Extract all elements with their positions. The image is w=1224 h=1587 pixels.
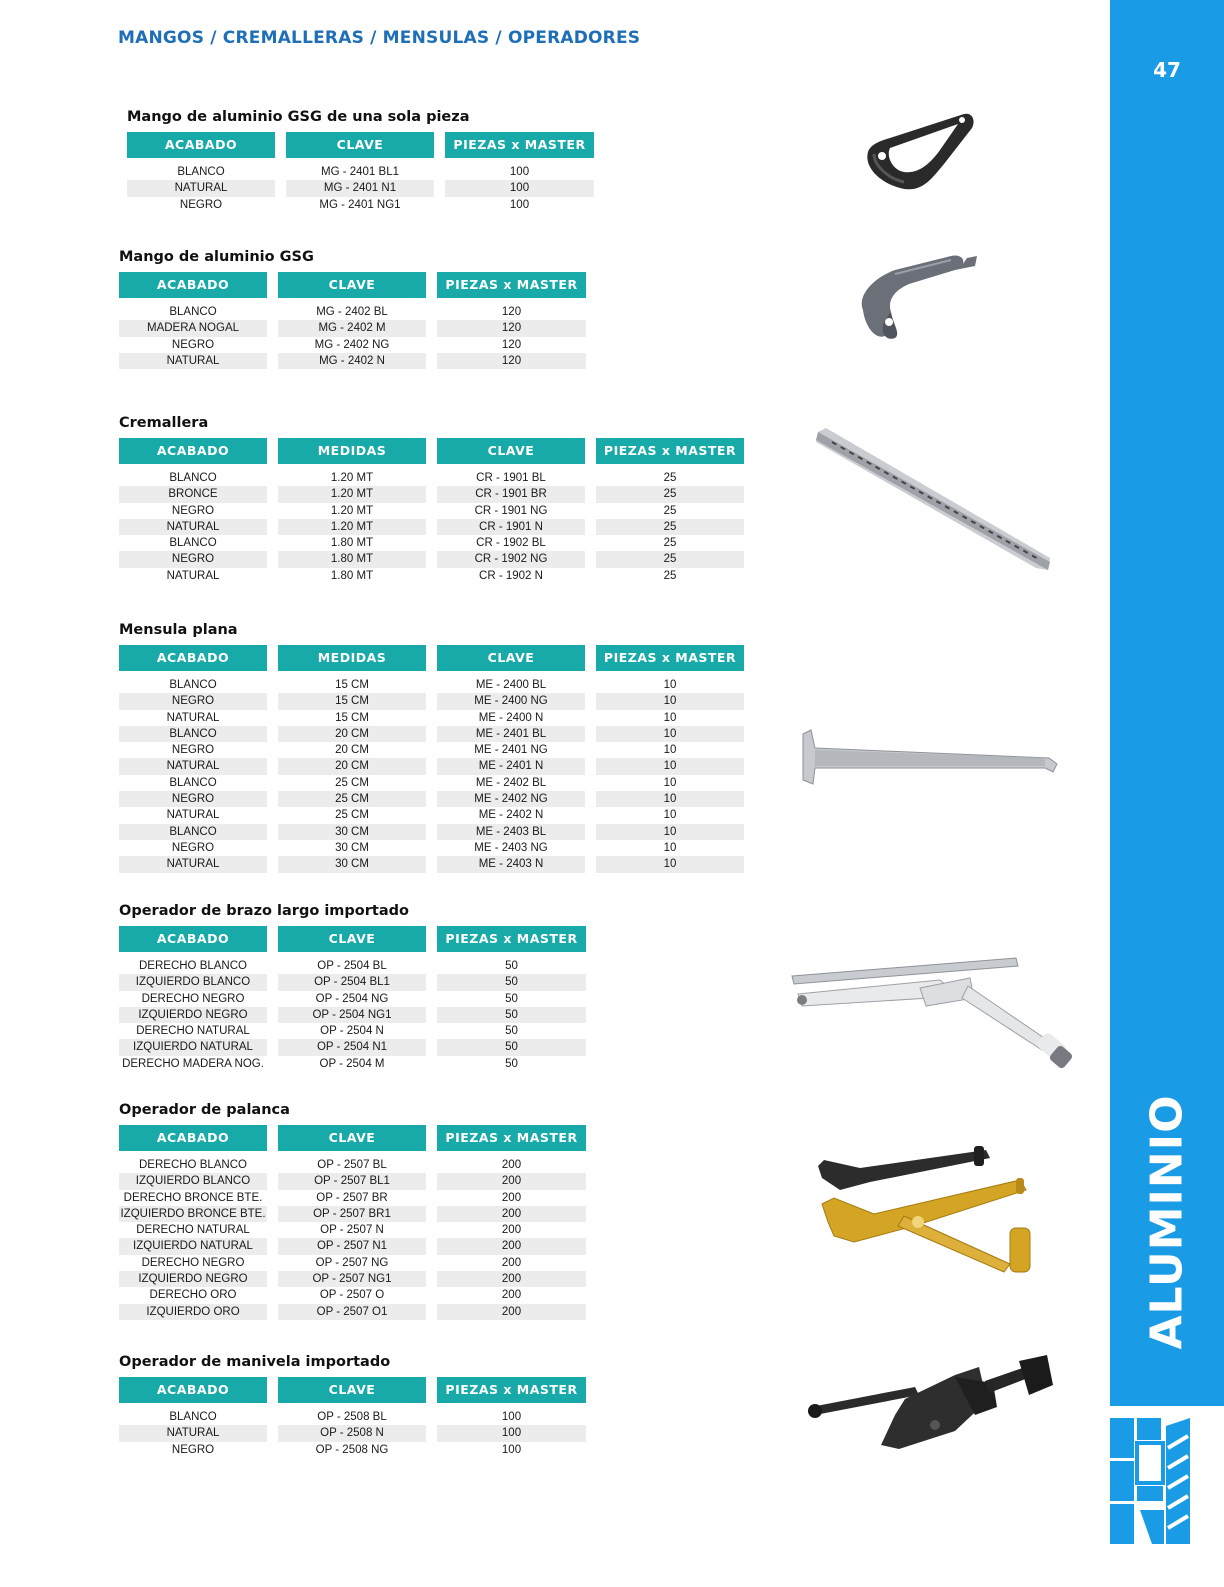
table-cell: 1.20 MT — [278, 486, 426, 502]
table-cell: NEGRO — [171, 1443, 215, 1456]
table-cell: 20 CM — [278, 758, 426, 774]
column-header: PIEZAS x MASTER — [596, 438, 744, 464]
table-cell: ME - 2402 N — [478, 809, 544, 822]
table-cell: IZQUIERDO NEGRO — [119, 1007, 267, 1023]
table-cell: 10 — [663, 776, 677, 789]
table-cell: MG - 2402 N — [278, 353, 426, 369]
section-title: Cremallera — [119, 415, 209, 431]
table-cell: 120 — [437, 353, 586, 369]
table-cell: ME - 2400 NG — [437, 693, 585, 709]
table-cell: 10 — [596, 758, 744, 774]
table-cell: OP - 2504 NG — [315, 992, 389, 1005]
column-header: PIEZAS x MASTER — [437, 272, 586, 298]
table-cell: 25 — [663, 472, 677, 484]
table-cell: DERECHO NATURAL — [136, 1224, 250, 1237]
column-header: PIEZAS x MASTER — [445, 132, 594, 158]
table-cell: NATURAL — [119, 519, 267, 535]
table-cell: 15 CM — [335, 679, 369, 691]
table-cell: 200 — [501, 1224, 522, 1237]
table-cell: ME - 2402 BL — [475, 776, 547, 789]
table-cell: NEGRO — [119, 791, 267, 807]
section-title: Operador de brazo largo importado — [119, 903, 409, 919]
table-cell: NATURAL — [119, 856, 267, 872]
table-cell: 120 — [501, 306, 522, 318]
table-cell: 30 CM — [335, 841, 369, 854]
table-cell: OP - 2504 N — [320, 1025, 384, 1038]
table-cell: IZQUIERDO BLANCO — [119, 974, 267, 990]
product-table — [119, 1125, 586, 1320]
page-header-title: MANGOS / CREMALLERAS / MENSULAS / OPERADORES — [118, 28, 641, 48]
table-cell: BLANCO — [169, 776, 217, 789]
table-cell: 10 — [663, 841, 677, 854]
table-cell: 200 — [437, 1238, 586, 1254]
table-cell: OP - 2504 N1 — [278, 1039, 426, 1055]
table-cell: NATURAL — [119, 1425, 267, 1441]
table-cell: OP - 2507 BR1 — [278, 1206, 426, 1222]
table-cell: CR - 1901 BL — [476, 472, 546, 484]
table-cell: 15 CM — [335, 711, 369, 724]
table-cell: IZQUIERDO BLANCO — [119, 1173, 267, 1189]
section-title: Mango de aluminio GSG — [119, 249, 314, 265]
table-cell: 50 — [505, 992, 518, 1005]
table-cell: 1.80 MT — [278, 551, 426, 567]
table-cell: 1.20 MT — [330, 504, 374, 517]
product-table — [119, 1377, 586, 1458]
table-cell: OP - 2507 N1 — [278, 1238, 426, 1254]
column-header: ACABADO — [119, 1125, 267, 1151]
table-cell: 200 — [501, 1256, 522, 1269]
table-cell: DERECHO NATURAL — [136, 1025, 250, 1038]
table-cell: OP - 2507 NG1 — [278, 1271, 426, 1287]
table-cell: 100 — [445, 180, 594, 196]
table-cell: MG - 2401 NG1 — [319, 198, 401, 211]
table-cell: OP - 2507 NG — [315, 1256, 389, 1269]
table-cell: NEGRO — [119, 693, 267, 709]
table-cell: 30 CM — [278, 856, 426, 872]
table-cell: OP - 2504 BL — [317, 960, 387, 972]
table-cell: DERECHO NEGRO — [141, 1256, 245, 1269]
table-cell: 50 — [505, 1057, 518, 1070]
table-cell: NEGRO — [119, 551, 267, 567]
table-cell: 25 CM — [335, 809, 369, 822]
table-cell: 100 — [437, 1425, 586, 1441]
column-header: PIEZAS x MASTER — [437, 1377, 586, 1403]
table-cell: MG - 2402 M — [278, 320, 426, 336]
table-cell: 25 — [596, 519, 744, 535]
table-cell: 20 CM — [335, 744, 369, 757]
product-table — [127, 132, 594, 213]
crank-operator-black-icon — [805, 1355, 1055, 1451]
product-table — [119, 272, 586, 369]
table-cell: DERECHO BLANCO — [139, 1159, 247, 1171]
table-cell: 10 — [663, 679, 677, 691]
section-title: Mango de aluminio GSG de una sola pieza — [127, 109, 470, 125]
table-cell: OP - 2507 BL1 — [278, 1173, 426, 1189]
table-cell: 25 CM — [335, 776, 369, 789]
table-cell: NEGRO — [171, 744, 215, 757]
table-cell: 1.80 MT — [330, 569, 374, 582]
table-cell: 10 — [596, 824, 744, 840]
table-cell: OP - 2507 BR — [316, 1191, 388, 1204]
table-cell: 10 — [596, 856, 744, 872]
table-cell: DERECHO MADERA NOG. — [122, 1057, 264, 1070]
table-cell: BLANCO — [177, 166, 225, 178]
table-cell: DERECHO BLANCO — [139, 960, 247, 972]
column-header: CLAVE — [278, 1125, 426, 1151]
table-cell: 1.80 MT — [330, 537, 374, 550]
table-cell: 50 — [437, 1007, 586, 1023]
table-cell: NATURAL — [119, 758, 267, 774]
table-cell: CR - 1901 NG — [474, 504, 548, 517]
table-cell: 25 — [663, 569, 677, 582]
table-cell: 100 — [509, 198, 530, 211]
table-cell: NATURAL — [166, 711, 220, 724]
column-header: ACABADO — [119, 1377, 267, 1403]
table-cell: CR - 1902 NG — [437, 551, 585, 567]
table-cell: 10 — [596, 726, 744, 742]
table-cell: 200 — [501, 1159, 522, 1171]
table-cell: OP - 2504 BL1 — [278, 974, 426, 990]
column-header: ACABADO — [119, 438, 267, 464]
table-cell: MG - 2401 N1 — [286, 180, 434, 196]
section-operador-manivela — [119, 1351, 586, 1458]
table-cell: NATURAL — [119, 353, 267, 369]
table-cell: OP - 2508 NG — [315, 1443, 389, 1456]
column-header: PIEZAS x MASTER — [596, 645, 744, 671]
table-cell: 10 — [663, 809, 677, 822]
column-header: CLAVE — [278, 1377, 426, 1403]
section-title: Operador de manivela importado — [119, 1354, 391, 1370]
section-mensula-plana — [119, 619, 744, 873]
table-cell: NEGRO — [171, 504, 215, 517]
column-header: ACABADO — [119, 272, 267, 298]
table-cell: NATURAL — [166, 809, 220, 822]
table-cell: BLANCO — [169, 1411, 217, 1423]
table-cell: CR - 1902 N — [479, 569, 543, 582]
table-cell: 50 — [437, 974, 586, 990]
table-cell: CR - 1901 BR — [437, 486, 585, 502]
table-cell: OP - 2507 BL — [317, 1159, 387, 1171]
table-cell: OP - 2508 N — [278, 1425, 426, 1441]
table-cell: IZQUIERDO NATURAL — [119, 1238, 267, 1254]
table-cell: 25 — [596, 551, 744, 567]
table-cell: NEGRO — [179, 198, 223, 211]
product-table — [119, 438, 744, 584]
table-cell: 1.20 MT — [330, 472, 374, 484]
table-cell: 25 — [663, 537, 677, 550]
table-cell: 200 — [437, 1173, 586, 1189]
table-cell: 200 — [501, 1289, 522, 1302]
table-cell: OP - 2508 BL — [317, 1411, 387, 1423]
table-cell: IZQUIERDO NATURAL — [119, 1039, 267, 1055]
lever-operator-black-gold-icon — [814, 1146, 1036, 1278]
product-table — [119, 645, 744, 873]
table-cell: 120 — [437, 320, 586, 336]
column-header: CLAVE — [286, 132, 434, 158]
table-cell: 200 — [437, 1304, 586, 1320]
table-cell: BLANCO — [169, 472, 217, 484]
table-cell: 100 — [501, 1443, 522, 1456]
column-header: MEDIDAS — [278, 645, 426, 671]
table-cell: OP - 2507 O — [319, 1289, 385, 1302]
table-cell: IZQUIERDO NEGRO — [119, 1271, 267, 1287]
table-cell: BLANCO — [169, 537, 217, 550]
table-cell: NATURAL — [166, 569, 220, 582]
table-cell: OP - 2507 O1 — [278, 1304, 426, 1320]
table-cell: IZQUIERDO ORO — [119, 1304, 267, 1320]
table-cell: MADERA NOGAL — [119, 320, 267, 336]
table-cell: 50 — [505, 1025, 518, 1038]
table-cell: 200 — [437, 1271, 586, 1287]
table-cell: 1.20 MT — [278, 519, 426, 535]
column-header: ACABADO — [119, 645, 267, 671]
column-header: CLAVE — [278, 272, 426, 298]
table-cell: BLANCO — [169, 306, 217, 318]
table-cell: ME - 2401 NG — [474, 744, 548, 757]
table-cell: 25 — [663, 504, 677, 517]
table-cell: OP - 2504 NG1 — [278, 1007, 426, 1023]
brand-logo-icon — [1110, 1418, 1190, 1544]
table-cell: ME - 2400 N — [478, 711, 544, 724]
table-cell: IZQUIERDO BRONCE BTE. — [119, 1206, 267, 1222]
table-cell: 10 — [663, 711, 677, 724]
side-label-aluminio: ALUMINIO — [1141, 1094, 1193, 1350]
column-header: CLAVE — [437, 645, 585, 671]
long-arm-operator-white-icon — [790, 954, 1076, 1068]
handle-gray-hook-icon — [855, 250, 981, 342]
table-cell: ME - 2403 NG — [474, 841, 548, 854]
table-cell: MG - 2402 NG — [314, 338, 390, 351]
table-cell: 10 — [596, 693, 744, 709]
section-operador-brazo-largo — [119, 900, 586, 1072]
section-operador-palanca — [119, 1099, 586, 1320]
table-cell: 50 — [505, 960, 518, 972]
table-cell: 100 — [501, 1411, 522, 1423]
side-bar — [1110, 0, 1224, 1406]
column-header: PIEZAS x MASTER — [437, 926, 586, 952]
table-cell: 25 — [596, 486, 744, 502]
column-header: CLAVE — [278, 926, 426, 952]
table-cell: 15 CM — [278, 693, 426, 709]
table-cell: BLANCO — [119, 824, 267, 840]
table-cell: ME - 2401 N — [437, 758, 585, 774]
table-cell: CR - 1902 BL — [476, 537, 546, 550]
table-cell: OP - 2504 M — [319, 1057, 385, 1070]
table-cell: MG - 2402 BL — [316, 306, 388, 318]
table-cell: NEGRO — [171, 841, 215, 854]
section-cremallera — [119, 412, 744, 584]
table-cell: 20 CM — [278, 726, 426, 742]
table-cell: NATURAL — [127, 180, 275, 196]
column-header: ACABADO — [127, 132, 275, 158]
rack-rail-silver-icon — [812, 428, 1052, 574]
table-cell: ME - 2400 BL — [475, 679, 547, 691]
table-cell: 30 CM — [278, 824, 426, 840]
column-header: CLAVE — [437, 438, 585, 464]
table-cell: 50 — [437, 1039, 586, 1055]
table-cell: BRONCE — [119, 486, 267, 502]
table-cell: 10 — [663, 744, 677, 757]
table-cell: DERECHO NEGRO — [141, 992, 245, 1005]
table-cell: MG - 2401 BL1 — [321, 166, 399, 178]
product-table — [119, 926, 586, 1072]
table-cell: CR - 1901 N — [437, 519, 585, 535]
table-cell: 25 CM — [278, 791, 426, 807]
table-cell: NEGRO — [171, 338, 215, 351]
table-cell: 200 — [501, 1191, 522, 1204]
column-header: ACABADO — [119, 926, 267, 952]
table-cell: BLANCO — [169, 679, 217, 691]
flat-bracket-silver-icon — [795, 728, 1061, 786]
section-mango-una-pieza — [127, 106, 594, 213]
table-cell: ME - 2403 N — [437, 856, 585, 872]
table-cell: 10 — [596, 791, 744, 807]
column-header: PIEZAS x MASTER — [437, 1125, 586, 1151]
table-cell: DERECHO BRONCE BTE. — [123, 1191, 263, 1204]
table-cell: 120 — [501, 338, 522, 351]
page-number: 47 — [1153, 58, 1181, 82]
table-cell: ME - 2401 BL — [437, 726, 585, 742]
section-title: Operador de palanca — [119, 1102, 290, 1118]
table-cell: 200 — [437, 1206, 586, 1222]
handle-one-piece-black-icon — [860, 108, 980, 200]
table-cell: OP - 2507 N — [320, 1224, 384, 1237]
table-cell: ME - 2403 BL — [437, 824, 585, 840]
table-cell: BLANCO — [119, 726, 267, 742]
table-cell: ME - 2402 NG — [437, 791, 585, 807]
section-mango-gsg — [119, 246, 586, 369]
table-cell: DERECHO ORO — [149, 1289, 237, 1302]
section-title: Mensula plana — [119, 622, 238, 638]
table-cell: 100 — [509, 166, 530, 178]
column-header: MEDIDAS — [278, 438, 426, 464]
